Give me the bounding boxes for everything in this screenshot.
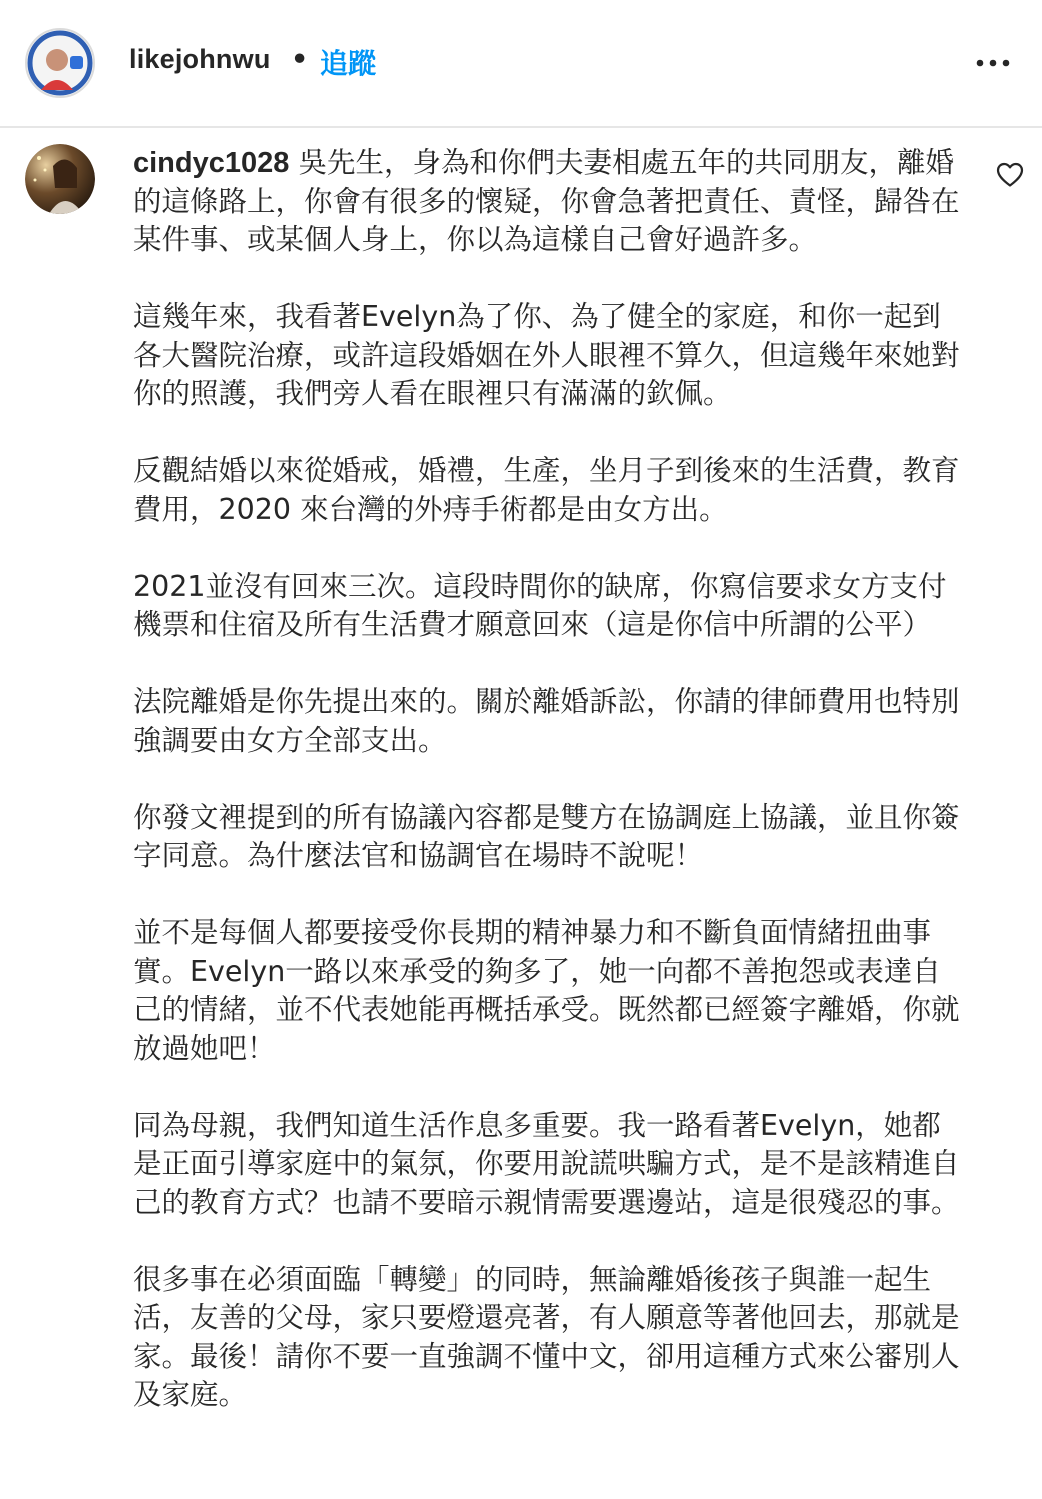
- more-horizontal-icon[interactable]: [968, 50, 1018, 76]
- comment-paragraph: 2021並沒有回來三次。這段時間你的缺席，你寫信要求女方支付機票和住宿及所有生活費才願意回來（這是你信中所謂的公平）: [133, 569, 947, 641]
- follow-button[interactable]: 追蹤: [320, 47, 377, 80]
- commenter-avatar[interactable]: [25, 144, 95, 214]
- post-author-username[interactable]: likejohnwu: [129, 44, 271, 74]
- comment-text: 吳先生，身為和你們夫妻相處五年的共同朋友，離婚的這條路上，你會有很多的懷疑，你會急著把責任、責怪，歸咎在某件事、或某個人身上，你以為這樣自己會好過許多。: [133, 146, 960, 256]
- comment-paragraph: [133, 144, 968, 260]
- comment-paragraph: 很多事在必須面臨「轉變」的同時，無論離婚後孩子與誰一起生活，友善的父母，家只要燈還亮著，有人願意等著他回去，那就是家。最後！請你不要一直強調不懂中文，卻用這種方式來公審別人及家庭。: [133, 1262, 960, 1411]
- comment-paragraph: 法院離婚是你先提出來的。關於離婚訴訟，你請的律師費用也特別強調要由女方全部支出。: [133, 685, 960, 757]
- heart-icon[interactable]: [996, 162, 1024, 188]
- comment-paragraph: 同為母親，我們知道生活作息多重要。我一路看著Evelyn，她都是正面引導家庭中的氣氛，你要用說謊哄騙方式，是不是該精進自己的教育方式？也請不要暗示親情需要選邊站，這是很殘忍的事。: [133, 1108, 960, 1219]
- comment-body: [133, 144, 968, 1453]
- comment-paragraph: 並不是每個人都要接受你長期的精神暴力和不斷負面情緒扭曲事實。Evelyn一路以來承受的夠多了，她一向都不善抱怨或表達自己的情緒，並不代表她能再概括承受。既然都已經簽字離婚，你就放過她吧！: [133, 916, 960, 1065]
- author-avatar[interactable]: [25, 28, 95, 98]
- comment-paragraph: 這幾年來，我看著Evelyn為了你、為了健全的家庭，和你一起到各大醫院治療，或許這段婚姻在外人眼裡不算久，但這幾年來她對你的照護，我們旁人看在眼裡只有滿滿的欽佩。: [133, 300, 960, 410]
- comment-paragraph: 你發文裡提到的所有協議內容都是雙方在協調庭上協議，並且你簽字同意。為什麼法官和協調官在場時不說呢！: [133, 800, 960, 872]
- separator-dot: •: [291, 44, 309, 75]
- post-header: [0, 0, 1042, 128]
- commenter-username[interactable]: cindyc1028: [133, 147, 290, 179]
- comment-paragraph: 反觀結婚以來從婚戒，婚禮，生產，坐月子到後來的生活費，教育費用，2020 來台灣的外痔手術都是由女方出。: [133, 454, 960, 526]
